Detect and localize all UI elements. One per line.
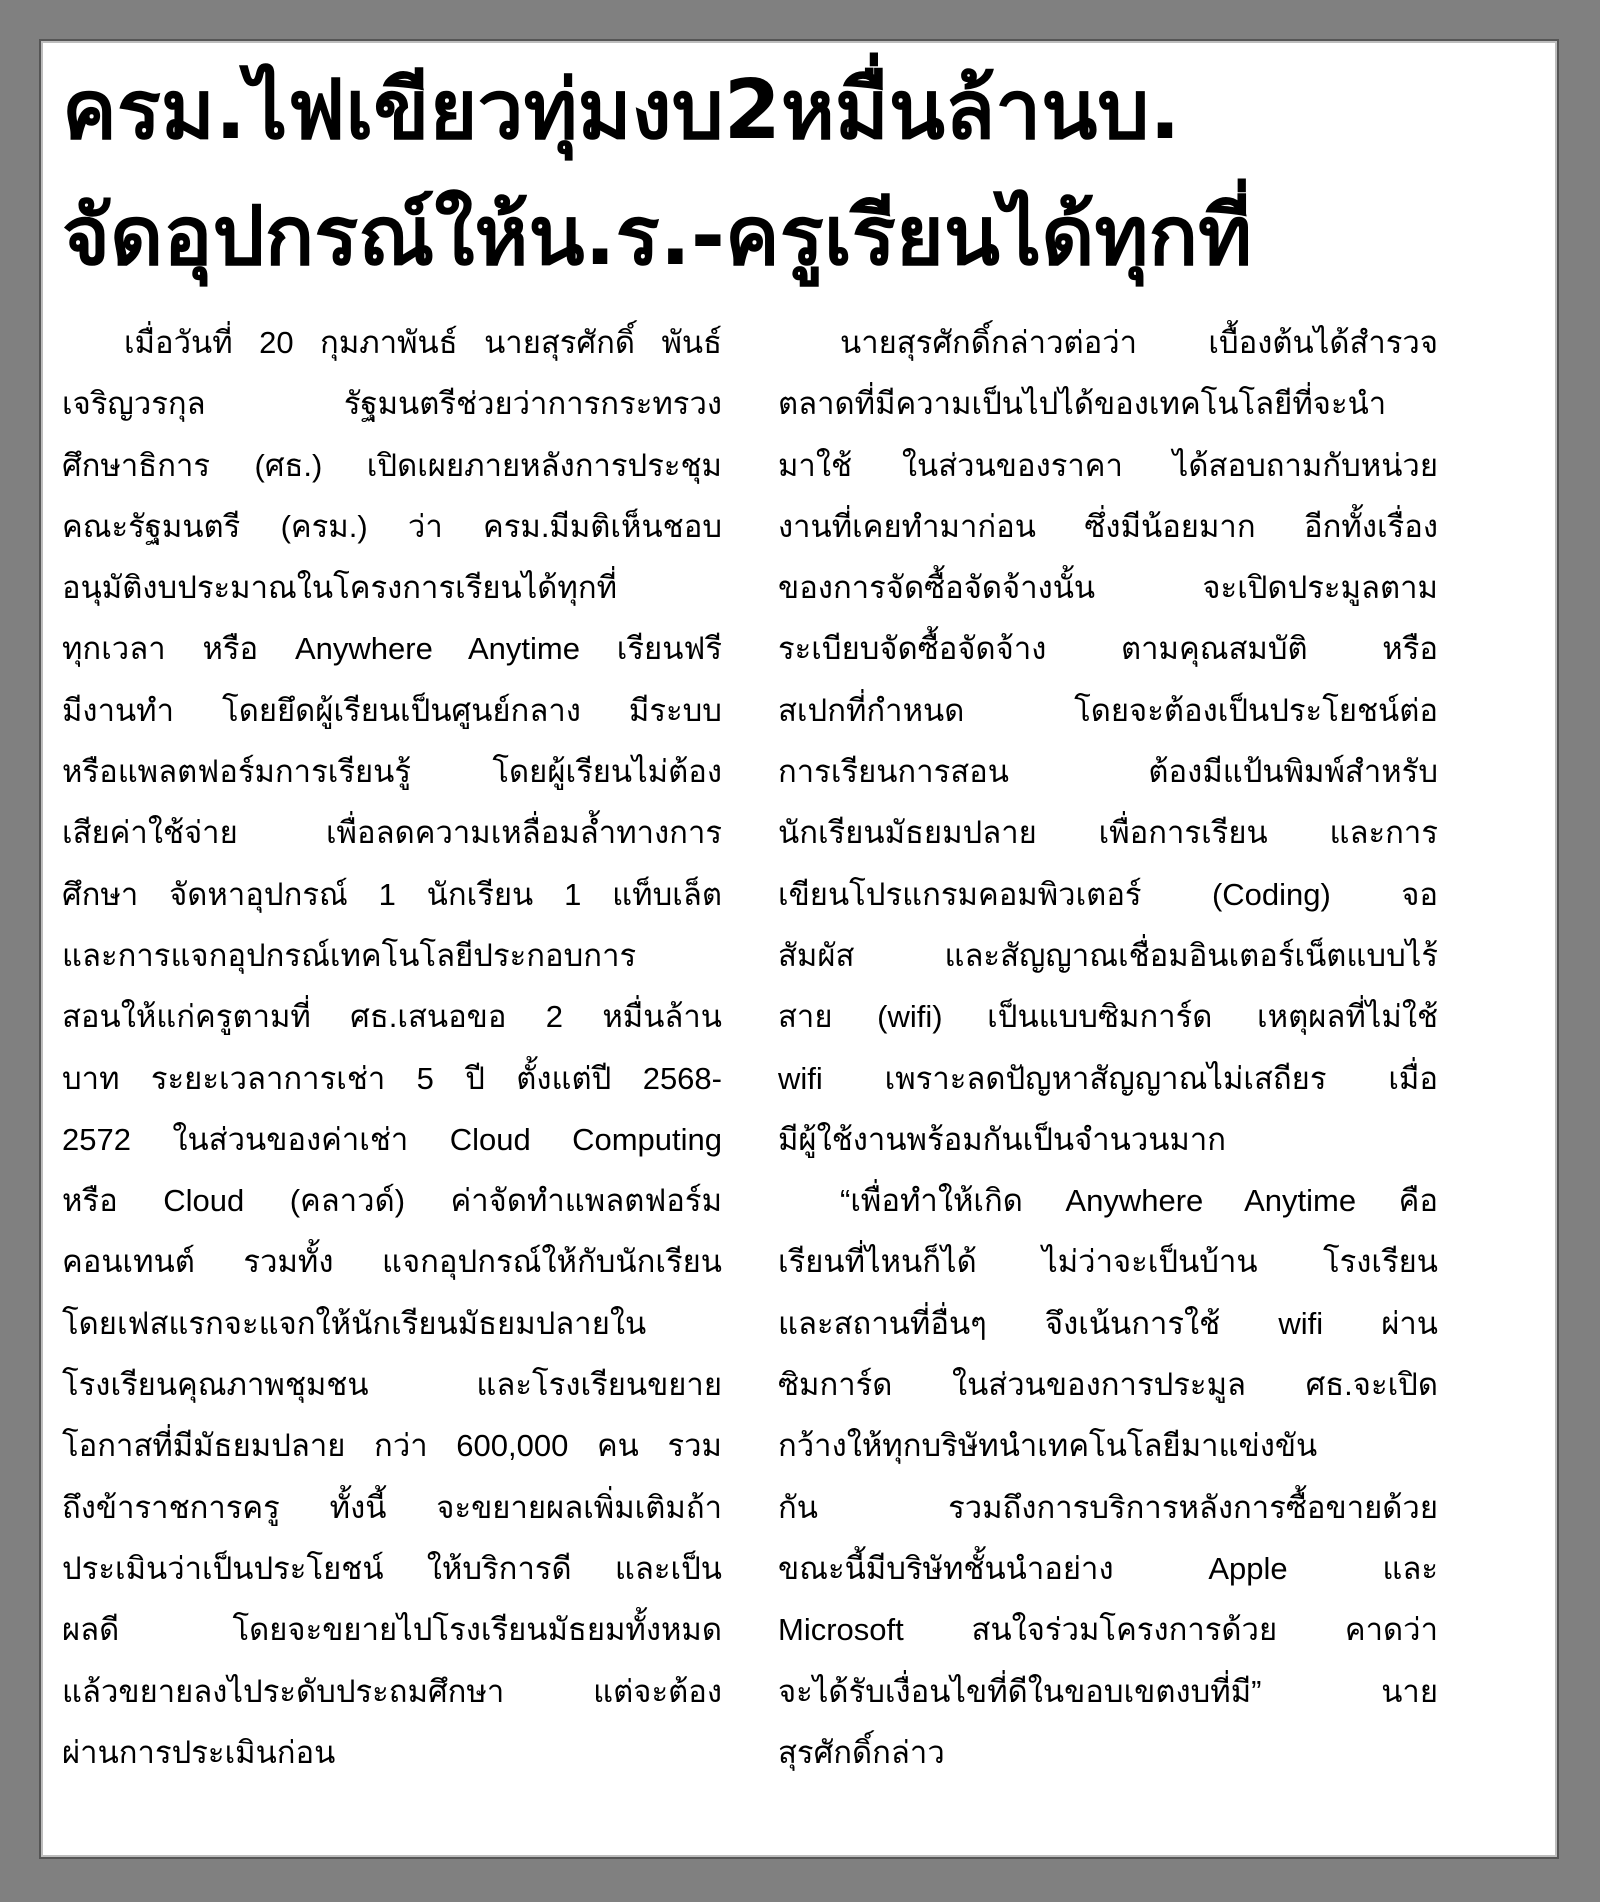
body-line: ขณะนี้มีบริษัทชั้นนำอย่าง Apple และ (778, 1550, 1438, 1586)
body-line: การเรียนการสอน ต้องมีแป้นพิมพ์สำหรับ (778, 754, 1438, 790)
body-line: 2572 ในส่วนของค่าเช่า Cloud Computing (62, 1121, 722, 1157)
body-line: และสถานที่อื่นๆ จึงเน้นการใช้ wifi ผ่าน (778, 1305, 1438, 1341)
headline-line-2: จัดอุปกรณ์ให้น.ร.-ครูเรียนได้ทุกที่ (62, 189, 1253, 284)
body-line: งานที่เคยทำมาก่อน ซึ่งมีน้อยมาก อีกทั้งเรื่อง (778, 508, 1438, 544)
body-line: ตลาดที่มีความเป็นไปได้ของเทคโนโลยีที่จะนำ (778, 386, 1387, 422)
body-line: นักเรียนมัธยมปลาย เพื่อการเรียน และการ (778, 815, 1438, 851)
body-line: คอนเทนต์ รวมทั้ง แจกอุปกรณ์ให้กับนักเรียน (62, 1244, 722, 1280)
body-line: มาใช้ ในส่วนของราคา ได้สอบถามกับหน่วย (778, 447, 1438, 483)
body-line: สุรศักดิ์กล่าว (778, 1734, 945, 1770)
body-line: มีผู้ใช้งานพร้อมกันเป็นจำนวนมาก (778, 1121, 1227, 1157)
body-line: และการแจกอุปกรณ์เทคโนโลยีประกอบการ (62, 937, 637, 973)
body-line: สาย (wifi) เป็นแบบซิมการ์ด เหตุผลที่ไม่ใช้ (778, 999, 1438, 1035)
body-line: เขียนโปรแกรมคอมพิวเตอร์ (Coding) จอ (778, 876, 1438, 912)
body-line: อนุมัติงบประมาณในโครงการเรียนได้ทุกที่ (62, 570, 618, 606)
body-line: ศึกษาธิการ (ศธ.) เปิดเผยภายหลังการประชุม (62, 447, 722, 483)
body-line: นายสุรศักดิ์กล่าวต่อว่า เบื้องต้นได้สำรวจ (840, 325, 1438, 360)
body-line: คณะรัฐมนตรี (ครม.) ว่า ครม.มีมติเห็นชอบ (62, 508, 722, 544)
body-line: ผ่านการประเมินก่อน (62, 1734, 336, 1770)
body-line: ประเมินว่าเป็นประโยชน์ ให้บริการดี และเป็น (62, 1550, 722, 1586)
body-line: เสียค่าใช้จ่าย เพื่อลดความเหลื่อมล้ำทางการ (62, 815, 722, 851)
body-line: ซิมการ์ด ในส่วนของการประมูล ศธ.จะเปิด (778, 1367, 1438, 1403)
body-line: “เพื่อทำให้เกิด Anywhere Anytime คือ (840, 1183, 1438, 1219)
body-line: ระเบียบจัดซื้อจัดจ้าง ตามคุณสมบัติ หรือ (778, 631, 1438, 667)
body-line: ทุกเวลา หรือ Anywhere Anytime เรียนฟรี (62, 631, 722, 667)
body-line: wifi เพราะลดปัญหาสัญญาณไม่เสถียร เมื่อ (778, 1060, 1438, 1096)
headline (62, 48, 1472, 300)
body-line: จะได้รับเงื่อนไขที่ดีในขอบเขตงบที่มี” นาย (778, 1673, 1438, 1709)
body-line: ผลดี โดยจะขยายไปโรงเรียนมัธยมทั้งหมด (62, 1612, 722, 1648)
body-line: ของการจัดซื้อจัดจ้างนั้น จะเปิดประมูลตาม (778, 570, 1438, 606)
body-line: บาท ระยะเวลาการเช่า 5 ปี ตั้งแต่ปี 2568- (62, 1060, 722, 1096)
body-line: หรือ Cloud (คลาวด์) ค่าจัดทำแพลตฟอร์ม (62, 1183, 722, 1219)
body-line: สอนให้แก่ครูตามที่ ศธ.เสนอขอ 2 หมื่นล้าน (62, 999, 722, 1035)
body-line: กว้างให้ทุกบริษัทนำเทคโนโลยีมาแข่งขัน (778, 1428, 1318, 1464)
body-line: สเปกที่กำหนด โดยจะต้องเป็นประโยชน์ต่อ (778, 692, 1438, 728)
body-line: หรือแพลตฟอร์มการเรียนรู้ โดยผู้เรียนไม่ต้อง (62, 754, 722, 790)
body-line: เมื่อวันที่ 20 กุมภาพันธ์ นายสุรศักดิ์ พันธ์ (124, 325, 722, 360)
body-line: กัน รวมถึงการบริการหลังการซื้อขายด้วย (778, 1489, 1438, 1525)
body-line: ถึงข้าราชการครู ทั้งนี้ จะขยายผลเพิ่มเติมถ้า (62, 1489, 722, 1525)
body-line: สัมผัส และสัญญาณเชื่อมอินเตอร์เน็ตแบบไร้ (778, 937, 1438, 973)
body-line: มีงานทำ โดยยึดผู้เรียนเป็นศูนย์กลาง มีระบบ (62, 692, 722, 728)
body-line: เจริญวรกุล รัฐมนตรีช่วยว่าการกระทรวง (62, 386, 722, 422)
body-line: แล้วขยายลงไประดับประถมศึกษา แต่จะต้อง (62, 1673, 722, 1709)
body-line: ศึกษา จัดหาอุปกรณ์ 1 นักเรียน 1 แท็บเล็ต (62, 876, 722, 912)
body-line: โอกาสที่มีมัธยมปลาย กว่า 600,000 คน รวม (62, 1428, 722, 1464)
body-line: โรงเรียนคุณภาพชุมชน และโรงเรียนขยาย (62, 1367, 722, 1403)
article-column-left (62, 312, 722, 1783)
body-line: Microsoft สนใจร่วมโครงการด้วย คาดว่า (778, 1612, 1438, 1648)
headline-line-1: ครม.ไฟเขียวทุ่มงบ2หมื่นล้านบ. (62, 63, 1181, 158)
article-column-right (778, 312, 1438, 1783)
body-line: โดยเฟสแรกจะแจกให้นักเรียนมัธยมปลายใน (62, 1305, 647, 1341)
body-line: เรียนที่ไหนก็ได้ ไม่ว่าจะเป็นบ้าน โรงเรียน (778, 1244, 1438, 1280)
